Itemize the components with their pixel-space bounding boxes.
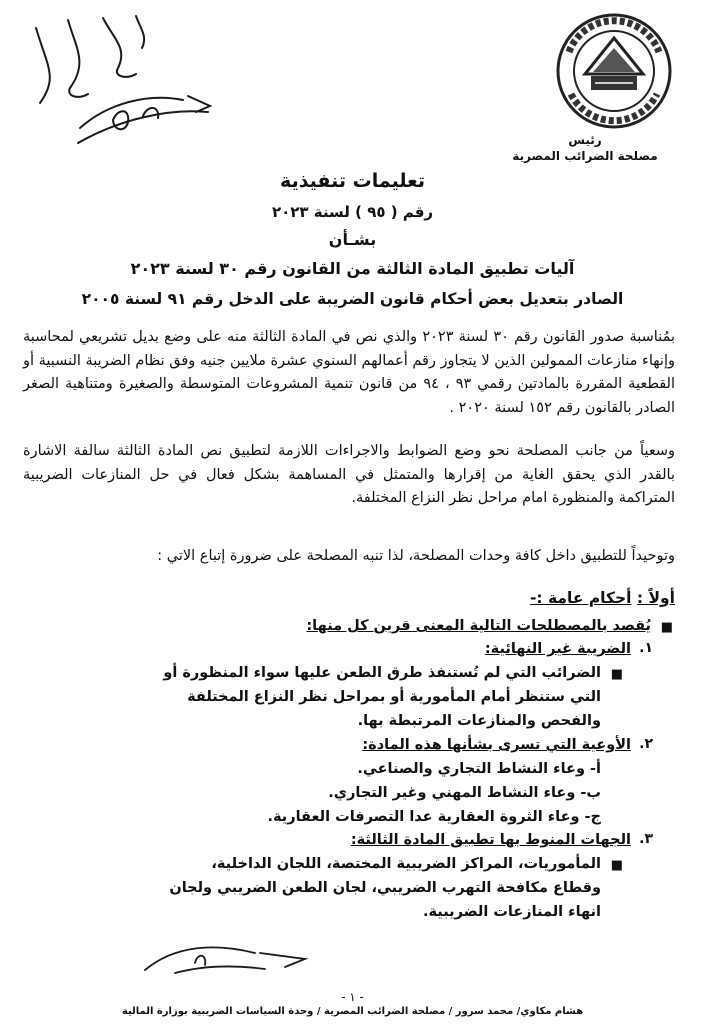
item-text-line: وقطاع مكافحة التهرب الضريبي، لجان الطعن الضريبي ولجان [169, 880, 601, 896]
item-heading: الجهات المنوط بها تطبيق المادة الثالثة: [350, 832, 631, 848]
page-number: - ١ - [341, 990, 364, 1004]
bullet-icon: ■ [660, 620, 673, 635]
item-text-line: والفحص والمنازعات المرتبطة بها. [357, 713, 601, 729]
footer-credits: هشام مكاوي/ محمد سرور / مصلحة الضرائب المصرية / وحدة السياسات الضريبية بوزارة المالية [121, 1006, 584, 1017]
section-prefix: أولاً : [636, 589, 675, 607]
item-text-line: انهاء المنازعات الضريبية. [422, 904, 601, 920]
body-paragraph: وسعياً من جانب المصلحة نحو وضع الضوابط والاجراءات اللازمة لتطبيق نص المادة الثالثة سالفة الاشارة بالقدر الذي يحقق الغاية من إقرارها والمتمثل في المساهمة بشكل فعال في حل المنازعات الضريبية المتراكمة والمنظورة امام مراحل نظر النزاع المختلفة. [23, 443, 675, 506]
regarding-label: بشـأن [328, 230, 377, 249]
bullet-icon: ■ [610, 667, 623, 682]
bullet-icon: ■ [610, 858, 623, 873]
item-text-line: المأموريات، المراكز الضريبية المختصة، اللجان الداخلية، [211, 856, 601, 872]
issuer-caption [505, 132, 665, 164]
body-paragraph: وتوحيداً للتطبيق داخل كافة وحدات المصلحة، لذا تنبه المصلحة على ضرورة إتباع الاتي : [157, 548, 675, 564]
document-number: رقم ( ٩٥ ) لسنة ٢٠٢٣ [271, 203, 434, 221]
item-number: ١. [639, 640, 653, 656]
item-number: ٣. [639, 831, 653, 847]
sub-item: ج- وعاء الثروة العقارية عدا التصرفات العقارية. [267, 809, 601, 825]
ministry-seal-logo [555, 12, 673, 130]
subject-line-2: الصادر بتعديل بعض أحكام قانون الضريبة على الدخل رقم ٩١ لسنة ٢٠٠٥ [81, 290, 624, 308]
item-heading: الضريبة غير النهائية: [484, 641, 631, 657]
issuer-name: مصلحة الضرائب المصرية [512, 149, 658, 163]
sub-item: ب- وعاء النشاط المهني وغير التجاري. [328, 785, 601, 801]
issuer-title: رئيس [568, 133, 602, 147]
item-number: ٢. [639, 736, 653, 752]
initials-scribble [135, 935, 335, 985]
section-intro: يُقصد بالمصطلحات التالية المعنى قرين كل منها: [306, 618, 651, 634]
subject-line-1: آليات تطبيق المادة الثالثة من القانون رقم ٣٠ لسنة ٢٠٢٣ [130, 259, 575, 278]
sub-item: أ- وعاء النشاط التجاري والصناعي. [357, 761, 601, 777]
body-paragraph: بمُناسبة صدور القانون رقم ٣٠ لسنة ٢٠٢٣ والذي نص في المادة الثالثة منه على وضع بديل تشريعي لمحاسبة وإنهاء منازعات الممولين الذين لا يتجاوز رقم أعمالهم السنوي عشرة ملايين جنيه وفق نظام الضريبة النسبية أو القطعية المقررة بالمادتين رقمي ٩٣ ، ٩٤ من قانون تنمية المشروعات المتوسطة والصغيرة ومتناهية الصغر الصادر بالقانون رقم ١٥٢ لسنة ٢٠٢٠ . [23, 329, 675, 416]
document-title: تعليمات تنفيذية [280, 170, 425, 192]
section-heading [530, 589, 675, 607]
handwritten-signature [18, 8, 228, 158]
section-title: أحكام عامة :- [529, 589, 632, 607]
item-text-line: التي ستنظر أمام المأمورية أو بمراحل نظر النزاع المختلفة [187, 689, 601, 705]
item-heading: الأوعية التي تسرى بشأنها هذه المادة: [362, 737, 631, 753]
item-text-line: الضرائب التي لم تُستنفذ طرق الطعن عليها سواء المنظورة أو [163, 665, 601, 681]
